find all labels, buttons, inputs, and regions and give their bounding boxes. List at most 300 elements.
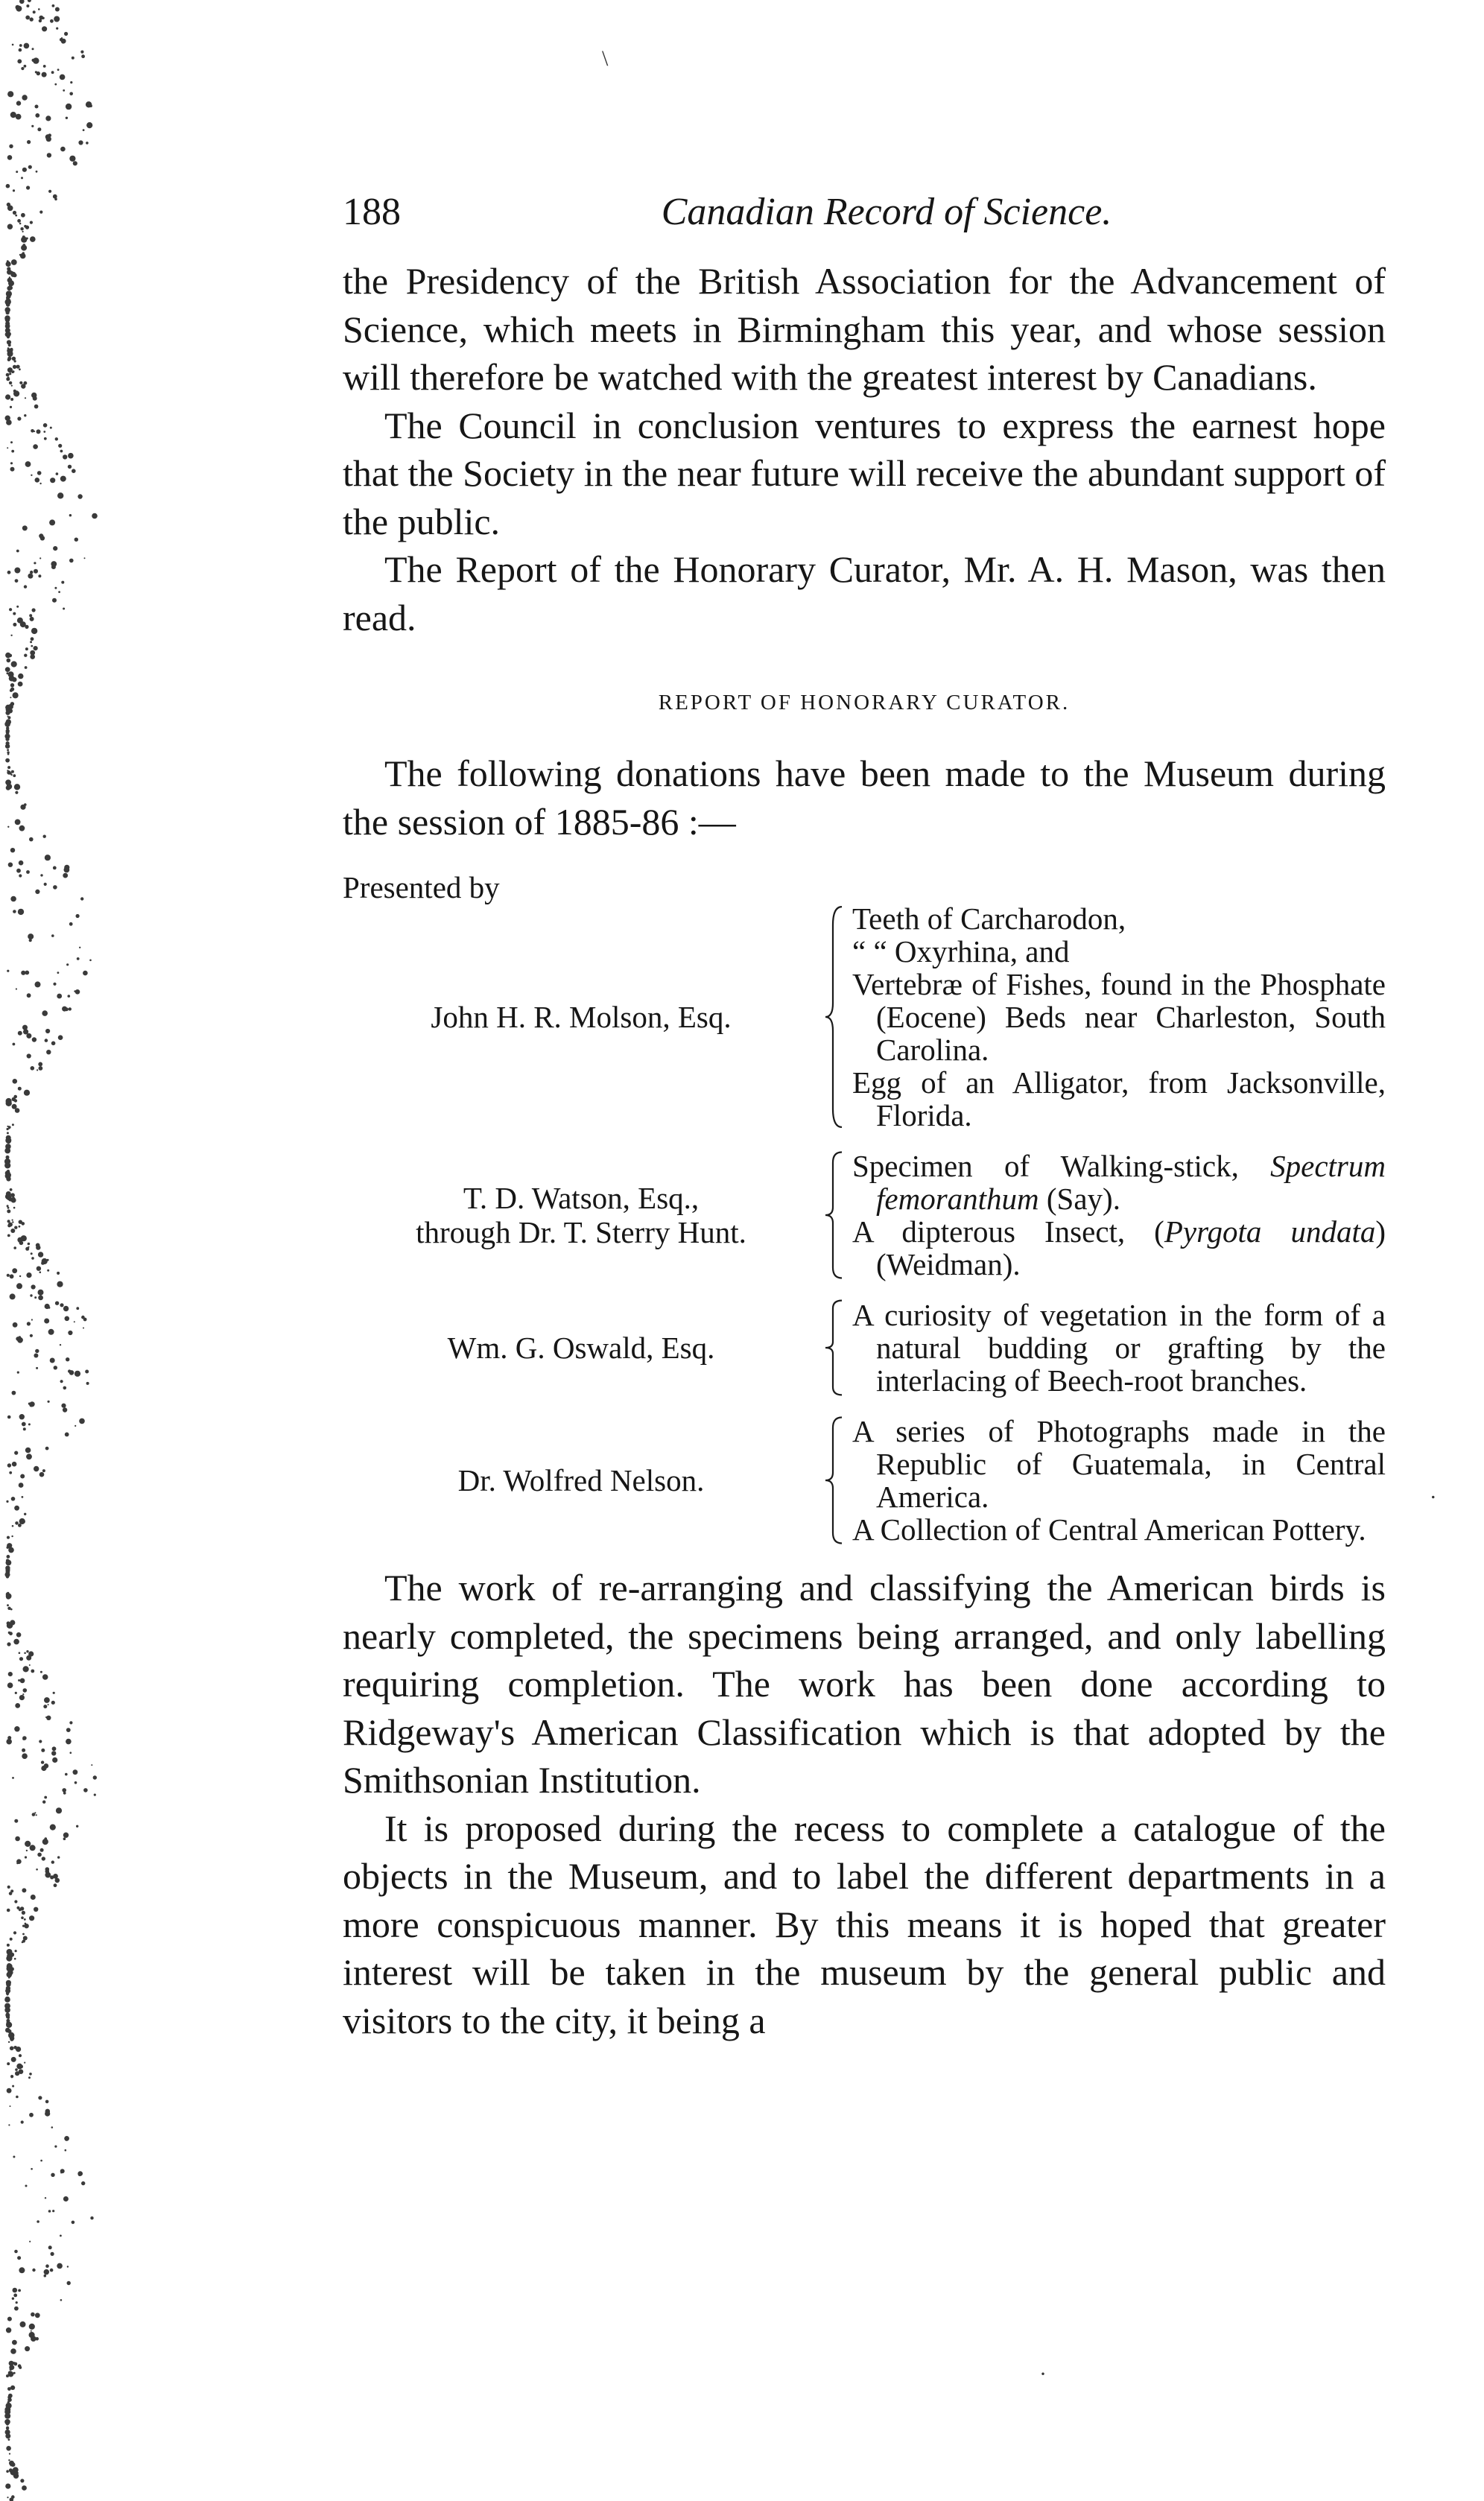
noise-speck (52, 4, 55, 7)
noise-speck (49, 519, 55, 525)
noise-speck (45, 2264, 49, 2268)
noise-speck (31, 1066, 35, 1071)
noise-speck (10, 1293, 16, 1299)
noise-speck (8, 2459, 10, 2461)
noise-speck (42, 1674, 48, 1680)
noise-speck (5, 1173, 11, 1179)
noise-speck (26, 186, 30, 189)
noise-speck (44, 883, 47, 886)
noise-speck (19, 1241, 24, 1246)
noise-speck (22, 231, 24, 232)
noise-speck (7, 1604, 9, 1606)
noise-speck (11, 661, 17, 667)
donation-items (852, 1299, 1386, 1397)
noise-speck (6, 373, 10, 377)
noise-speck (16, 869, 21, 873)
noise-speck (5, 1997, 10, 2002)
noise-speck (37, 72, 40, 75)
noise-speck (22, 1749, 25, 1752)
noise-speck (60, 476, 66, 482)
noise-speck (38, 1296, 43, 1301)
noise-speck (31, 637, 34, 641)
noise-speck (15, 2071, 19, 2076)
noise-speck (60, 1344, 61, 1345)
noise-speck (66, 1728, 71, 1732)
noise-speck (22, 1737, 25, 1740)
noise-speck (16, 2301, 18, 2304)
noise-speck (29, 1664, 31, 1666)
noise-speck (68, 1331, 72, 1335)
noise-speck (22, 1496, 24, 1498)
noise-speck (10, 2386, 15, 2390)
paragraph: It is proposed during the recess to complete a catalogue of the objects in the Museum, and to label the different departments in a more conspicuous manner. By this means it is hoped that greater interest will be taken in the museum by the general public and visitors to the city, it being a (343, 1807, 1386, 2041)
noise-speck (70, 81, 72, 83)
donor-name (343, 1299, 819, 1397)
noise-speck (38, 2096, 42, 2099)
noise-speck (53, 1692, 55, 1694)
noise-speck (6, 2431, 9, 2434)
noise-speck (22, 1888, 26, 1892)
noise-speck (7, 1149, 8, 1150)
noise-speck (69, 1007, 72, 1010)
noise-speck (14, 1726, 19, 1731)
noise-speck (74, 1321, 75, 1322)
noise-speck (56, 28, 58, 30)
noise-speck (31, 1319, 33, 1320)
noise-speck (16, 2476, 18, 2479)
noise-speck (37, 1069, 38, 1071)
noise-speck (12, 2298, 14, 2300)
noise-speck (35, 105, 39, 109)
noise-speck (68, 995, 71, 998)
noise-speck (14, 1506, 19, 1511)
noise-speck (7, 2317, 12, 2321)
noise-speck (7, 1736, 11, 1740)
noise-speck (21, 67, 24, 70)
noise-speck (52, 598, 57, 603)
noise-speck (7, 1536, 10, 1539)
noise-speck (29, 837, 34, 842)
noise-speck (51, 2126, 54, 2128)
noise-speck (65, 1433, 69, 1437)
noise-speck (44, 1796, 47, 1799)
noise-speck (9, 654, 13, 658)
noise-speck (47, 1269, 49, 1272)
noise-speck (25, 2346, 30, 2351)
noise-speck (27, 140, 31, 144)
noise-speck (73, 1769, 78, 1775)
species-name: Spectrum femoranthum (876, 1149, 1386, 1216)
noise-speck (56, 472, 59, 475)
noise-speck (7, 1196, 12, 1201)
noise-speck (7, 1416, 11, 1419)
noise-speck (16, 1506, 18, 1508)
donor-line: John H. R. Molson, Esq. (431, 1000, 732, 1034)
noise-speck (7, 1139, 11, 1144)
noise-speck (11, 2057, 16, 2062)
noise-speck (12, 1525, 14, 1527)
noise-speck (7, 826, 9, 828)
noise-speck (89, 960, 92, 962)
noise-speck (93, 1775, 97, 1779)
paragraph: the Presidency of the British Association for the Advancement of Science, which meets in Birmingham this year, and whose session will therefore be watched with the greatest interest by Canadians. (343, 260, 1386, 398)
noise-speck (34, 562, 36, 564)
noise-speck (48, 2245, 52, 2249)
noise-speck (18, 673, 23, 679)
noise-speck (14, 568, 20, 574)
noise-speck (15, 1692, 17, 1694)
noise-speck (75, 989, 80, 995)
paragraph: The following donations have been made to the Museum during the session of 1885-86 :— (343, 752, 1386, 843)
noise-speck (15, 2068, 18, 2071)
noise-speck (30, 641, 32, 643)
noise-speck (15, 1521, 19, 1525)
noise-speck (68, 465, 72, 469)
noise-speck (12, 1104, 17, 1109)
noise-speck (28, 1243, 31, 1246)
noise-speck (7, 1546, 10, 1549)
noise-speck (54, 1366, 57, 1369)
noise-speck (22, 1911, 25, 1915)
noise-speck (52, 2210, 54, 2212)
noise-speck (37, 2220, 39, 2223)
noise-speck (16, 550, 19, 553)
noise-speck (17, 219, 21, 223)
noise-speck (19, 1088, 22, 1091)
noise-speck (7, 751, 9, 753)
noise-speck (22, 1933, 25, 1936)
noise-speck (25, 226, 29, 229)
paragraph: The work of re-arranging and classifying the American birds is nearly completed, the specimens being arranged, and only labelling requiring completion. The work has been done according to Ridgeway's American Classification which is that adopted by the Smithsonian Institution. (343, 1567, 1386, 1801)
noise-speck (6, 419, 12, 425)
noise-speck (7, 1994, 9, 1996)
noise-speck (65, 2149, 67, 2152)
noise-speck (10, 683, 14, 687)
noise-speck (39, 19, 42, 22)
noise-speck (7, 1965, 13, 1971)
noise-speck (10, 112, 16, 118)
noise-speck (25, 647, 28, 650)
noise-speck (37, 1267, 41, 1271)
noise-speck (7, 571, 11, 574)
noise-speck (39, 1740, 42, 1743)
noise-speck (22, 2485, 27, 2491)
noise-speck (73, 161, 77, 165)
noise-speck (12, 1462, 17, 1467)
noise-speck (40, 1848, 44, 1852)
noise-speck (8, 2438, 10, 2441)
noise-speck (7, 1170, 10, 1173)
noise-speck (57, 492, 63, 498)
noise-speck (31, 1895, 36, 1900)
noise-speck (21, 213, 25, 218)
noise-speck (7, 770, 8, 771)
noise-speck (19, 2064, 23, 2068)
noise-speck (15, 579, 19, 583)
noise-speck (7, 1642, 10, 1646)
noise-speck (7, 367, 13, 373)
noise-speck (6, 2015, 10, 2018)
donations-table (343, 869, 1386, 1546)
noise-speck (9, 373, 11, 375)
noise-speck (80, 51, 83, 54)
noise-speck (43, 835, 46, 838)
noise-speck (10, 1274, 14, 1278)
noise-speck (57, 994, 62, 999)
noise-speck (8, 1977, 10, 1979)
noise-speck (13, 1079, 18, 1084)
noise-speck (14, 784, 20, 790)
noise-speck (11, 259, 17, 265)
noise-speck (74, 1371, 80, 1377)
noise-speck (69, 922, 73, 926)
noise-speck (32, 2269, 35, 2272)
noise-speck (8, 2041, 10, 2043)
noise-speck (29, 1915, 34, 1921)
donation-items (852, 1415, 1386, 1546)
noise-speck (63, 1306, 69, 1311)
donation-item: A series of Photographs made in the Republic of Guatemala, in Central America. (852, 1414, 1386, 1514)
stray-mark: · (1039, 2362, 1047, 2386)
noise-speck (63, 1407, 67, 1412)
noise-speck (51, 1860, 54, 1863)
noise-speck (12, 1268, 17, 1273)
noise-speck (26, 1850, 28, 1851)
noise-speck (21, 237, 27, 243)
noise-speck (51, 934, 54, 937)
noise-speck (10, 697, 11, 698)
noise-speck (83, 1318, 87, 1322)
noise-speck (53, 546, 57, 551)
noise-speck (55, 1878, 60, 1883)
noise-speck (7, 1555, 10, 1559)
noise-speck (18, 682, 23, 687)
noise-speck (13, 623, 16, 627)
noise-speck (13, 1246, 16, 1249)
noise-speck (79, 1418, 85, 1424)
item-text: A dipterous Insect, ( (852, 1214, 1164, 1249)
noise-speck (34, 569, 38, 574)
noise-speck (7, 1463, 11, 1467)
noise-speck (39, 1472, 45, 1477)
noise-speck (15, 820, 21, 825)
noise-speck (41, 1766, 46, 1771)
noise-speck (63, 454, 67, 459)
noise-speck (58, 591, 60, 593)
noise-speck (26, 1272, 31, 1278)
noise-speck (7, 784, 13, 790)
noise-speck (78, 140, 83, 145)
noise-speck (13, 211, 16, 215)
noise-speck (10, 848, 15, 852)
noise-speck (39, 483, 41, 484)
noise-speck (36, 171, 38, 173)
noise-speck (70, 1752, 72, 1754)
noise-speck (54, 198, 57, 201)
curly-brace-icon (819, 902, 852, 1132)
noise-speck (8, 1547, 14, 1553)
noise-speck (13, 1043, 16, 1046)
noise-speck (16, 171, 18, 173)
noise-speck (21, 1235, 27, 1241)
noise-speck (16, 1863, 19, 1865)
noise-speck (30, 17, 34, 21)
noise-speck (4, 2409, 10, 2415)
noise-speck (20, 621, 26, 627)
noise-speck (6, 726, 9, 729)
noise-speck (19, 254, 22, 256)
noise-speck (60, 2169, 65, 2173)
noise-speck (69, 1721, 72, 1724)
noise-speck (34, 1296, 37, 1299)
noise-speck (35, 890, 39, 894)
noise-speck (20, 2321, 26, 2327)
scan-margin-noise (0, 0, 112, 2501)
noise-speck (57, 1272, 60, 1275)
noise-speck (32, 1813, 36, 1816)
noise-speck (51, 2252, 54, 2256)
noise-speck (76, 1825, 78, 1828)
noise-speck (53, 885, 57, 890)
noise-speck (7, 1132, 9, 1134)
noise-speck (69, 1370, 74, 1375)
noise-speck (30, 1294, 32, 1296)
noise-speck (26, 4, 29, 7)
noise-speck (77, 957, 80, 960)
noise-speck (20, 1474, 25, 1479)
noise-speck (34, 1907, 38, 1912)
donation-item: Egg of an Alligator, from Jacksonville, Florida. (852, 1065, 1386, 1132)
noise-speck (7, 1205, 9, 1207)
noise-speck (13, 365, 16, 369)
noise-speck (31, 1252, 33, 1255)
noise-speck (31, 475, 32, 476)
noise-speck (9, 2461, 14, 2466)
noise-speck (66, 104, 72, 110)
noise-speck (42, 72, 47, 77)
noise-speck (19, 874, 22, 877)
noise-speck (4, 1162, 10, 1168)
noise-speck (19, 860, 24, 866)
noise-speck (50, 1358, 55, 1363)
noise-speck (9, 381, 12, 384)
noise-speck (26, 1650, 28, 1652)
noise-speck (25, 1448, 31, 1454)
page-header (343, 190, 1386, 257)
noise-speck (35, 1349, 39, 1353)
noise-speck (43, 65, 46, 68)
noise-speck (63, 873, 68, 878)
noise-speck (44, 2275, 47, 2277)
donation-item (852, 1215, 1386, 1281)
noise-speck (68, 453, 74, 459)
noise-speck (6, 311, 10, 314)
noise-speck (5, 711, 10, 715)
noise-speck (39, 16, 43, 20)
noise-speck (60, 450, 63, 453)
noise-speck (15, 1703, 20, 1708)
noise-speck (45, 855, 51, 860)
noise-speck (26, 1033, 31, 1039)
noise-speck (27, 993, 31, 998)
noise-speck (54, 16, 60, 22)
noise-speck (34, 646, 38, 650)
noise-speck (7, 1573, 8, 1574)
noise-speck (29, 2073, 32, 2076)
noise-speck (55, 7, 60, 12)
noise-speck (54, 1883, 57, 1887)
noise-speck (9, 1632, 13, 1635)
noise-speck (6, 2470, 9, 2473)
noise-speck (24, 1090, 30, 1096)
noise-speck (28, 933, 34, 939)
noise-speck (30, 1845, 36, 1851)
noise-speck (66, 963, 69, 966)
noise-speck (10, 2047, 14, 2051)
noise-speck (19, 1652, 21, 1654)
noise-speck (14, 1958, 16, 1960)
donor-line: through Dr. T. Sterry Hunt. (416, 1215, 746, 1249)
noise-speck (63, 608, 65, 610)
noise-speck (35, 113, 39, 118)
noise-speck (10, 398, 13, 401)
noise-speck (86, 1382, 89, 1385)
donation-items (852, 902, 1386, 1132)
noise-speck (48, 1401, 50, 1403)
noise-speck (7, 2062, 10, 2065)
noise-speck (48, 2210, 51, 2213)
noise-speck (60, 75, 66, 80)
noise-speck (6, 327, 10, 331)
noise-speck (22, 1520, 25, 1524)
noise-speck (52, 1746, 57, 1751)
donor-line: T. D. Watson, Esq., (463, 1181, 700, 1215)
noise-speck (62, 1788, 66, 1792)
noise-speck (7, 224, 13, 229)
noise-speck (28, 574, 33, 579)
noise-speck (10, 688, 14, 691)
section-heading: REPORT OF HONORARY CURATOR. (658, 691, 1071, 714)
noise-speck (7, 1274, 10, 1277)
noise-speck (23, 1688, 28, 1693)
noise-speck (39, 1066, 43, 1071)
noise-speck (22, 1753, 28, 1759)
noise-speck (42, 1258, 48, 1264)
noise-speck (9, 1471, 12, 1474)
noise-speck (50, 427, 52, 429)
donation-item: Vertebræ of Fishes, found in the Phosphate (Eocene) Beds near Charleston, South Carolina. (852, 967, 1386, 1067)
noise-speck (45, 1837, 48, 1840)
noise-speck (36, 1814, 37, 1816)
noise-speck (77, 2171, 83, 2176)
noise-speck (7, 1886, 10, 1889)
noise-speck (39, 211, 42, 214)
noise-speck (69, 92, 73, 96)
item-text: (Say). (1039, 1182, 1120, 1216)
noise-speck (24, 1652, 26, 1655)
noise-speck (84, 557, 86, 559)
donation-entry (343, 1415, 1386, 1546)
noise-speck (28, 2076, 31, 2079)
noise-speck (24, 1918, 26, 1921)
noise-speck (13, 2470, 18, 2475)
noise-speck (31, 645, 33, 647)
noise-speck (38, 574, 41, 577)
noise-speck (28, 1423, 31, 1425)
noise-speck (51, 71, 54, 74)
noise-speck (16, 365, 20, 369)
donor-name (343, 902, 819, 1132)
